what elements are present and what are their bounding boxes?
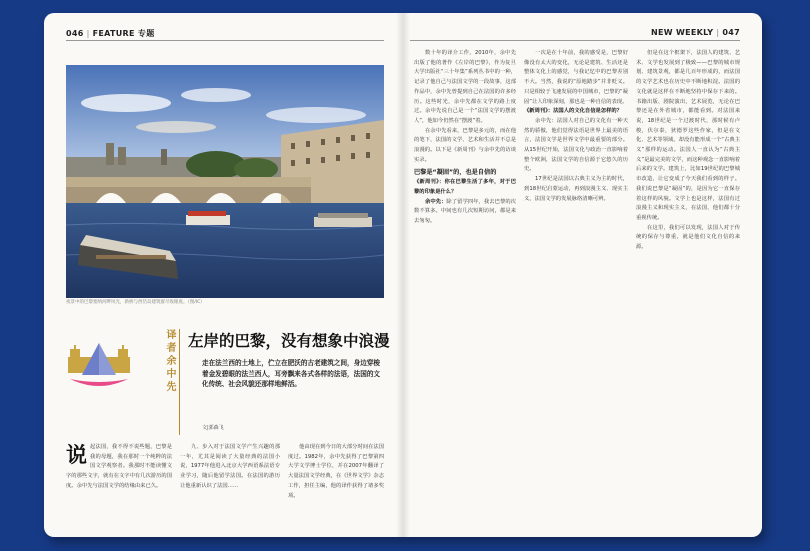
answer-1-label: 余中先： — [425, 198, 447, 205]
louvre-logo — [66, 333, 132, 393]
header-rule-right — [410, 40, 740, 41]
body-column-4 — [414, 49, 516, 529]
section-label: FEATURE — [92, 29, 135, 38]
louvre-icon — [66, 333, 132, 393]
seine-photo — [66, 65, 384, 298]
column-5-bottom: 17世纪是法国以古典主义为主的时代，到18世纪启蒙运动，再到浪漫主义、现实主义，法国文学的发展脉络清晰可辨。 — [524, 176, 628, 202]
article-deck: 走在法兰西的土地上，伫立在肥沃的古老建筑之间，身边穿梭着金发碧眼的法兰西人，耳旁飘来各式各样的法语，法国的文化传统、社会风貌还那样地鲜活。 — [202, 359, 381, 388]
drop-cap: 说 — [66, 443, 87, 467]
spine-gutter — [396, 13, 410, 537]
translator-tag: 译者余中先 — [164, 329, 175, 394]
subheading-q1: 巴黎是“凝固”的，也是自信的 — [414, 169, 497, 177]
header-rule-left — [66, 40, 384, 41]
header-left: 046 | FEATURE 专题 — [66, 29, 155, 38]
column-4-bottom: 在余中先看来，巴黎是多元的，而在他的笔下，法国的文学、艺术和生活并不总是浪漫的。以下是《新周刊》与余中先的访谈实录。 — [414, 127, 516, 163]
question-2: 《新周刊》：法国人的文化自信是怎样的？ — [524, 108, 622, 115]
page-number-left: 046 — [66, 29, 84, 38]
question-1: 《新周刊》：你在巴黎生活了多年，对于巴黎的印象是什么？ — [414, 179, 516, 195]
paris-river-illustration — [66, 65, 384, 298]
answer-2: 余中先：法国人对自己的文化有一种天然的骄傲，他们觉得法语是世界上最美的语言，法国文学是世界文学中最重要的部分。从15世纪开始，法国文化与政治一直影响着整个欧洲，法国文学的自信源于它悠久的历史。 — [524, 117, 628, 173]
article-title: 左岸的巴黎，没有想象中浪漫 — [188, 331, 390, 350]
magazine-spread — [44, 13, 762, 537]
column-6-end: 在这里，我们可以发现，法国人对于传统的保存与尊重，就是他们文化自信的来源。 — [636, 224, 740, 251]
body-column-5 — [524, 49, 628, 529]
column-3-text: 他由现在到今日的大部分时间在法国度过。1982年，余中先获得了巴黎第四大学文学博士学位，并在2007年翻译了大量法国文学经典，在《世界文学》杂志工作，担任主编，他的译作获得了诸多奖项。 — [288, 444, 384, 499]
body-column-6 — [636, 49, 740, 529]
body-column-3 — [288, 443, 384, 529]
column-6-text: 但是在这个框架下，法国人的建筑、艺术、文学也发展到了极致——巴黎的城市规划、建筑景观，都是几百年形成的，而法国的文学艺术也在历史中不断地积淀。法国的文化就是这样在不断地坚持中保存下来的。书籍出版、剧院演出，艺术展览，无论在巴黎还是在外省城市，都能看到。对法国来说，18世纪是一个过渡时代，那时候有卢梭，伏尔泰，狄德罗这些作家，但是在文化、艺术等领域，却没有能形成一个“古典主义”那样的运动。法国人一直认为“古典主义”是最完美的文学，而这种观念一直影响着后来的文学。建筑上，比如19世纪的巴黎城市改造，让它变成了今天我们看到的样子。我们说巴黎是“凝固”的，是因为它一直保存着这样的风貌。文学上也是这样，法国有过浪漫主义和现实主义，在法国，他们都十分重视传统。 — [636, 50, 740, 221]
photo-caption: 夜景中的巴黎塞纳河畔风光，新桥与西岱岛建筑群尽收眼底。（图/IC） — [66, 300, 205, 305]
body-column-1 — [66, 443, 172, 529]
body-column-2 — [180, 443, 280, 529]
header-right: NEW WEEKLY | 047 — [651, 28, 740, 37]
section-label-cn: 专题 — [137, 29, 155, 38]
answer-1: 除了留学四年，我去巴黎的次数不算多。中间也有几次短期访问，都是来去匆匆。 — [414, 198, 516, 224]
byline: 文|郭森飞 — [202, 425, 224, 431]
column-4-top: 数十年的译介工作，2010年，余中先出版了他的著作《左岸的巴黎》，作为复旦大学出版社“三十年集”系列丛书中的一种，记录了他自己与法国文学的一段故事，这部作品中，余中先曾提到自己在法国的许多经历。这些时光，余中先都在文学的路上度过。余中先说自己是一个“法国文学的摆渡人”，他如今仍然在“摆渡”着。 — [414, 50, 516, 124]
column-5-text: 一次是在十年前，我的感受是，巴黎好像没有太大的变化，无论是建筑、生活还是整体文化上的感觉，与我记忆中的巴黎差别不大。当然，我说的“原地踏步”并非贬义。只是相较于飞速发展的中国城市，巴黎的“凝固”让人印象深刻，那也是一种自信的表现。 — [524, 50, 628, 105]
column-2-text: 九、步入对于法国文学产生兴趣的那一年，尤其是阅读了大量经典的法国小说，1977年他进入北京大学西语系法语专业学习，随后他留学法国。在法国的游历让他重新认识了法国…… — [180, 444, 280, 489]
page-number-right: 047 — [722, 28, 740, 37]
tag-rule — [179, 329, 180, 435]
magazine-name: NEW WEEKLY — [651, 28, 714, 37]
column-1-text: 起法国，我不得不说些题，巴黎是我的母题，我在那时一个纯粹的法国文学观察者。我那时不能读懂文字的那些文字，就有在文字中有几次游历的国度。余中先与法国文学的结缘由来已久。 — [66, 444, 172, 489]
